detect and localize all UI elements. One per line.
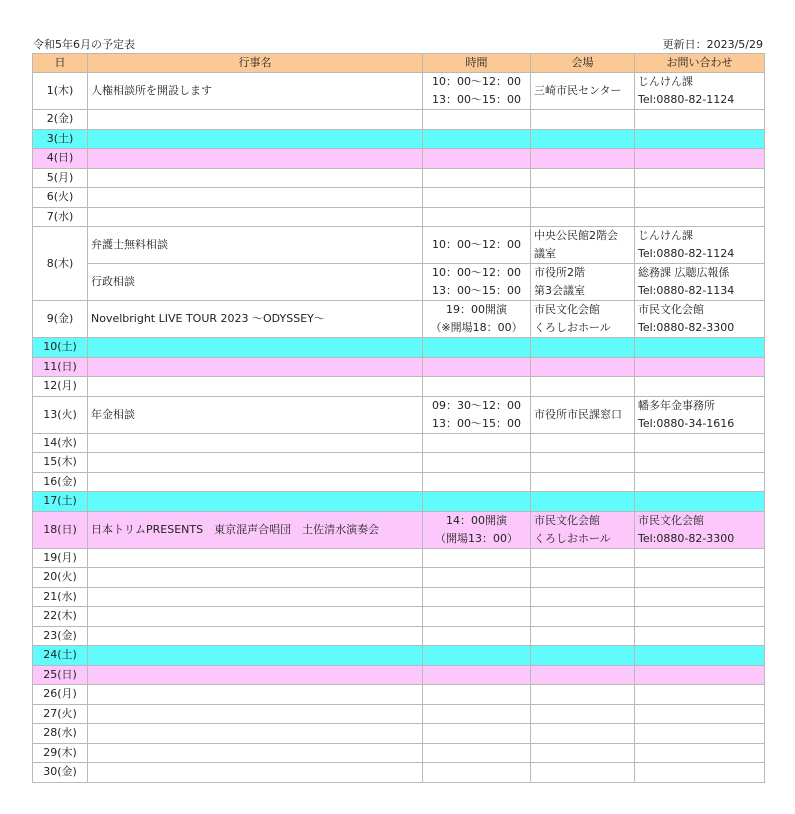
day-cell: 1(木) — [33, 73, 88, 110]
contact-line: Tel:0880-82-1124 — [638, 93, 735, 106]
empty-cell — [531, 338, 635, 358]
empty-cell — [423, 129, 531, 149]
event-name: 日本トリムPRESENTS 東京混声合唱団 土佐清水演奏会 — [88, 511, 423, 548]
time-line: 10：00～12：00 — [432, 266, 521, 279]
empty-cell — [88, 110, 423, 130]
table-row — [33, 587, 765, 607]
day-cell: 17(土) — [33, 492, 88, 512]
empty-cell — [423, 665, 531, 685]
empty-cell — [635, 110, 765, 130]
contact-cell — [635, 264, 765, 301]
table-row — [33, 743, 765, 763]
table-row — [33, 626, 765, 646]
empty-cell — [88, 168, 423, 188]
empty-cell — [88, 188, 423, 208]
day-cell: 19(月) — [33, 548, 88, 568]
venue-line: 市民文化会館 — [534, 513, 600, 527]
empty-cell — [635, 492, 765, 512]
empty-cell — [531, 168, 635, 188]
empty-cell — [88, 129, 423, 149]
empty-cell — [635, 646, 765, 666]
empty-cell — [88, 763, 423, 783]
contact-cell — [635, 511, 765, 548]
empty-cell — [88, 357, 423, 377]
table-row — [33, 357, 765, 377]
venue-cell — [531, 511, 635, 548]
day-cell: 15(木) — [33, 453, 88, 473]
event-name: Novelbright LIVE TOUR 2023 ～ODYSSEY～ — [88, 301, 423, 338]
table-row — [33, 492, 765, 512]
empty-cell — [531, 587, 635, 607]
day-cell: 27(火) — [33, 704, 88, 724]
empty-cell — [88, 646, 423, 666]
empty-cell — [635, 377, 765, 397]
empty-cell — [635, 168, 765, 188]
empty-cell — [531, 685, 635, 705]
empty-cell — [88, 685, 423, 705]
empty-cell — [635, 433, 765, 453]
venue-cell — [531, 264, 635, 301]
empty-cell — [635, 626, 765, 646]
table-row — [33, 110, 765, 130]
time-line: 09：30～12：00 — [432, 398, 521, 412]
table-row — [33, 433, 765, 453]
empty-cell — [635, 665, 765, 685]
table-row — [33, 207, 765, 227]
table-row — [33, 704, 765, 724]
empty-cell — [635, 357, 765, 377]
table-row — [33, 149, 765, 169]
time-line: 13：00～15：00 — [432, 416, 521, 430]
contact-cell — [635, 227, 765, 264]
empty-cell — [423, 685, 531, 705]
empty-cell — [423, 207, 531, 227]
table-row — [33, 646, 765, 666]
day-cell: 6(火) — [33, 188, 88, 208]
empty-cell — [88, 492, 423, 512]
empty-cell — [531, 453, 635, 473]
empty-cell — [531, 207, 635, 227]
event-name: 年金相談 — [88, 396, 423, 433]
col-header-time: 時間 — [423, 54, 531, 73]
contact-line: Tel:0880-82-1124 — [638, 247, 735, 260]
time-line: 19：00開演 — [446, 303, 507, 316]
empty-cell — [531, 568, 635, 588]
table-row — [33, 607, 765, 627]
empty-cell — [88, 472, 423, 492]
day-cell: 3(土) — [33, 129, 88, 149]
day-cell: 2(金) — [33, 110, 88, 130]
col-header-contact: お問い合わせ — [635, 54, 765, 73]
empty-cell — [423, 168, 531, 188]
day-cell: 11(日) — [33, 357, 88, 377]
empty-cell — [88, 207, 423, 227]
time-cell — [423, 301, 531, 338]
table-row — [33, 472, 765, 492]
empty-cell — [423, 472, 531, 492]
day-cell: 7(水) — [33, 207, 88, 227]
empty-cell — [531, 472, 635, 492]
contact-cell — [635, 396, 765, 433]
empty-cell — [531, 607, 635, 627]
day-cell: 16(金) — [33, 472, 88, 492]
venue-cell: 三崎市民センター — [531, 73, 635, 110]
day-cell: 29(木) — [33, 743, 88, 763]
venue-line: 市役所2階 — [534, 266, 585, 279]
empty-cell — [423, 704, 531, 724]
contact-line: じんけん課 — [638, 75, 693, 88]
table-row — [33, 396, 765, 433]
empty-cell — [88, 665, 423, 685]
time-cell — [423, 511, 531, 548]
event-name: 弁護士無料相談 — [88, 227, 423, 264]
empty-cell — [423, 646, 531, 666]
day-cell: 4(日) — [33, 149, 88, 169]
empty-cell — [635, 129, 765, 149]
contact-line: 市民文化会館 — [638, 513, 704, 527]
table-row — [33, 377, 765, 397]
venue-cell: 市役所市民課窓口 — [531, 396, 635, 433]
col-header-event: 行事名 — [88, 54, 423, 73]
table-row — [33, 338, 765, 358]
empty-cell — [423, 607, 531, 627]
empty-cell — [531, 492, 635, 512]
venue-cell — [531, 227, 635, 264]
empty-cell — [635, 587, 765, 607]
venue-line: 中央公民館2階会 — [534, 229, 618, 242]
empty-cell — [423, 188, 531, 208]
day-cell: 28(水) — [33, 724, 88, 744]
day-cell: 12(月) — [33, 377, 88, 397]
col-header-day: 日 — [33, 54, 88, 73]
table-row — [33, 665, 765, 685]
day-cell: 21(水) — [33, 587, 88, 607]
table-row — [33, 264, 765, 301]
contact-line: Tel:0880-82-1134 — [638, 284, 735, 297]
empty-cell — [531, 188, 635, 208]
empty-cell — [531, 646, 635, 666]
day-cell: 22(木) — [33, 607, 88, 627]
updated-date: 更新日：2023/5/29 — [662, 38, 763, 51]
day-cell: 10(土) — [33, 338, 88, 358]
header-row — [33, 54, 765, 73]
empty-cell — [531, 665, 635, 685]
contact-line: 市民文化会館 — [638, 303, 704, 316]
event-name: 行政相談 — [88, 264, 423, 301]
day-cell: 20(火) — [33, 568, 88, 588]
empty-cell — [635, 188, 765, 208]
empty-cell — [531, 377, 635, 397]
day-cell: 14(水) — [33, 433, 88, 453]
empty-cell — [531, 110, 635, 130]
time-cell — [423, 73, 531, 110]
time-cell — [423, 396, 531, 433]
empty-cell — [423, 626, 531, 646]
empty-cell — [635, 149, 765, 169]
empty-cell — [88, 548, 423, 568]
time-line: 13：00～15：00 — [432, 284, 521, 297]
table-row — [33, 129, 765, 149]
venue-line: くろしおホール — [534, 531, 611, 545]
empty-cell — [635, 704, 765, 724]
contact-line: Tel:0880-82-3300 — [638, 321, 735, 334]
empty-cell — [531, 129, 635, 149]
empty-cell — [423, 433, 531, 453]
empty-cell — [423, 763, 531, 783]
time-line: （開場13：00） — [435, 531, 518, 545]
day-cell: 23(金) — [33, 626, 88, 646]
empty-cell — [88, 149, 423, 169]
time-line: 13：00～15：00 — [432, 93, 521, 106]
empty-cell — [423, 377, 531, 397]
time-cell: 10：00～12：00 — [423, 227, 531, 264]
empty-cell — [88, 724, 423, 744]
empty-cell — [88, 568, 423, 588]
venue-line: 市民文化会館 — [534, 303, 600, 316]
empty-cell — [423, 453, 531, 473]
empty-cell — [531, 626, 635, 646]
table-row — [33, 168, 765, 188]
time-line: 10：00～12：00 — [432, 75, 521, 88]
empty-cell — [635, 207, 765, 227]
table-row — [33, 453, 765, 473]
empty-cell — [531, 548, 635, 568]
empty-cell — [88, 338, 423, 358]
day-cell: 26(月) — [33, 685, 88, 705]
table-row — [33, 568, 765, 588]
empty-cell — [635, 472, 765, 492]
venue-cell — [531, 301, 635, 338]
empty-cell — [423, 743, 531, 763]
empty-cell — [88, 607, 423, 627]
table-row — [33, 227, 765, 264]
table-row — [33, 511, 765, 548]
day-cell: 24(土) — [33, 646, 88, 666]
contact-line: 幡多年金事務所 — [638, 398, 715, 412]
empty-cell — [635, 763, 765, 783]
empty-cell — [531, 724, 635, 744]
time-cell — [423, 264, 531, 301]
venue-line: くろしおホール — [534, 321, 611, 334]
empty-cell — [88, 433, 423, 453]
empty-cell — [423, 357, 531, 377]
empty-cell — [635, 338, 765, 358]
empty-cell — [635, 453, 765, 473]
day-cell: 8(木) — [33, 227, 88, 301]
day-cell: 5(月) — [33, 168, 88, 188]
contact-cell — [635, 301, 765, 338]
contact-line: 総務課 広聴広報係 — [638, 266, 730, 279]
empty-cell — [423, 548, 531, 568]
table-row — [33, 548, 765, 568]
day-cell: 13(火) — [33, 396, 88, 433]
contact-line: Tel:0880-82-3300 — [638, 531, 735, 545]
day-cell: 30(金) — [33, 763, 88, 783]
table-row — [33, 73, 765, 110]
empty-cell — [88, 704, 423, 724]
empty-cell — [88, 587, 423, 607]
venue-line: 第3会議室 — [534, 284, 585, 297]
empty-cell — [531, 704, 635, 724]
empty-cell — [423, 149, 531, 169]
empty-cell — [423, 338, 531, 358]
empty-cell — [423, 724, 531, 744]
contact-cell — [635, 73, 765, 110]
contact-line: じんけん課 — [638, 229, 693, 242]
venue-line: 議室 — [534, 247, 556, 260]
col-header-venue: 会場 — [531, 54, 635, 73]
empty-cell — [635, 568, 765, 588]
table-row — [33, 724, 765, 744]
empty-cell — [531, 763, 635, 783]
time-line: 14：00開演 — [446, 513, 507, 527]
empty-cell — [635, 724, 765, 744]
contact-line: Tel:0880-34-1616 — [638, 416, 735, 430]
empty-cell — [88, 377, 423, 397]
empty-cell — [423, 568, 531, 588]
schedule-table — [32, 53, 765, 783]
table-row — [33, 301, 765, 338]
empty-cell — [531, 433, 635, 453]
day-cell: 25(日) — [33, 665, 88, 685]
empty-cell — [531, 743, 635, 763]
time-line: （※開場18：00） — [430, 321, 523, 334]
empty-cell — [88, 743, 423, 763]
day-cell: 18(日) — [33, 511, 88, 548]
empty-cell — [635, 685, 765, 705]
empty-cell — [531, 149, 635, 169]
empty-cell — [88, 626, 423, 646]
empty-cell — [423, 492, 531, 512]
event-name: 人権相談所を開設します — [88, 73, 423, 110]
table-row — [33, 685, 765, 705]
page-title: 令和5年6月の予定表 — [33, 38, 135, 51]
day-cell: 9(金) — [33, 301, 88, 338]
empty-cell — [531, 357, 635, 377]
table-row — [33, 763, 765, 783]
empty-cell — [635, 548, 765, 568]
empty-cell — [423, 587, 531, 607]
empty-cell — [635, 607, 765, 627]
table-row — [33, 188, 765, 208]
empty-cell — [423, 110, 531, 130]
empty-cell — [88, 453, 423, 473]
empty-cell — [635, 743, 765, 763]
